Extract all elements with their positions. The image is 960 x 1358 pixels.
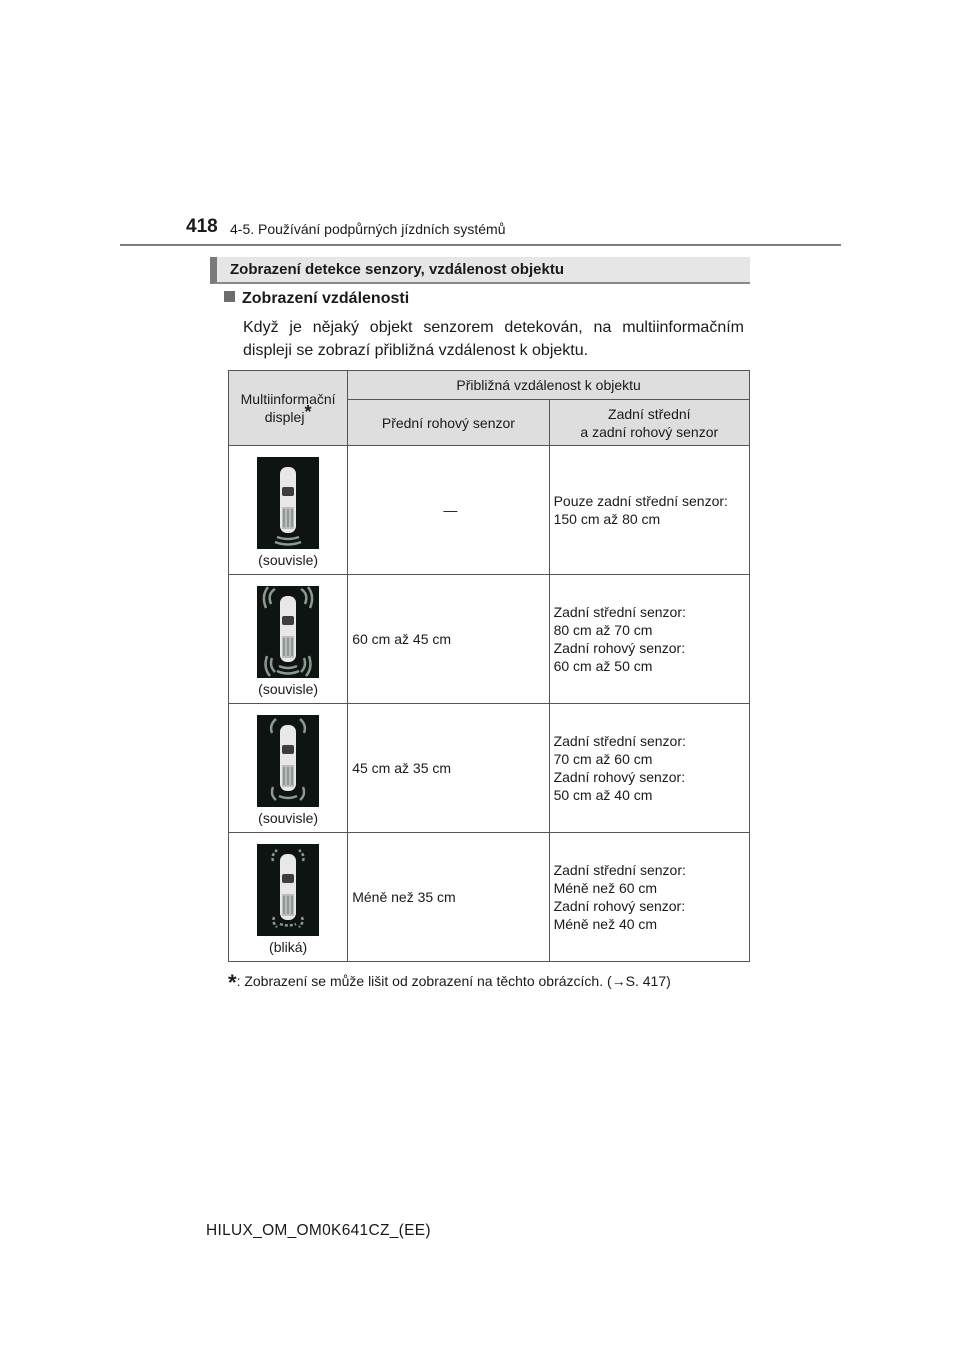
header-rear-line2: a zadní rohový senzor	[580, 423, 719, 440]
rear-line: 150 cm až 80 cm	[553, 511, 661, 527]
front-sensor-value: 45 cm až 35 cm	[348, 704, 549, 833]
rear-line: 70 cm až 60 cm	[553, 751, 653, 767]
footnote	[228, 970, 671, 996]
page-number: 418	[186, 216, 218, 237]
footnote-mark: *	[304, 402, 312, 422]
vehicle-display-icon	[257, 844, 319, 936]
header-front-sensor: Přední rohový senzor	[348, 400, 549, 446]
front-sensor-value: Méně než 35 cm	[348, 833, 549, 962]
front-sensor-value: 60 cm až 45 cm	[348, 575, 549, 704]
rear-sensor-value	[549, 446, 749, 575]
rear-line: Méně než 40 cm	[553, 916, 658, 932]
display-mode: (souvisle)	[258, 681, 319, 697]
document-code: HILUX_OM_OM0K641CZ_(EE)	[206, 1222, 431, 1239]
rear-line: Méně než 60 cm	[553, 880, 658, 896]
display-mode: (bliká)	[269, 939, 308, 955]
vehicle-display-icon	[257, 586, 319, 678]
square-bullet-icon	[224, 291, 235, 302]
rear-line: Zadní rohový senzor:	[553, 769, 686, 785]
display-cell	[229, 833, 348, 962]
rear-line: Zadní rohový senzor:	[553, 898, 686, 914]
rear-sensor-value	[549, 704, 749, 833]
table-row	[229, 704, 750, 833]
rear-line: 60 cm až 50 cm	[553, 658, 653, 674]
rear-line: Zadní střední senzor:	[553, 733, 686, 749]
rear-line: Pouze zadní střední senzor:	[553, 493, 728, 509]
display-cell	[229, 704, 348, 833]
display-mode: (souvisle)	[258, 552, 319, 568]
header-display-line1: Multiinformační	[240, 391, 336, 407]
table-row	[229, 446, 750, 575]
display-cell	[229, 446, 348, 575]
header-display	[229, 371, 348, 446]
rear-line: 80 cm až 70 cm	[553, 622, 653, 638]
chapter-title: 4-5. Používání podpůrných jízdních systémů	[230, 221, 506, 237]
display-cell	[229, 575, 348, 704]
header-rear-line1: Zadní střední	[608, 405, 691, 422]
header-distance: Přibližná vzdálenost k objektu	[348, 371, 750, 400]
footnote-text: : Zobrazení se může lišit od zobrazení na těchto obrázcích. (→S. 417)	[236, 973, 671, 989]
rear-line: Zadní rohový senzor:	[553, 640, 686, 656]
header-rear-sensor	[549, 400, 749, 446]
subsection-heading	[224, 290, 409, 308]
section-bar	[210, 257, 750, 284]
vehicle-display-icon	[257, 457, 319, 549]
intro-paragraph: Když je nějaký objekt senzorem detekován, na multiinformačním displeji se zobrazí přibližná vzdálenost k objektu.	[243, 319, 744, 359]
header-display-line2: displej	[264, 409, 305, 425]
distance-table	[228, 370, 750, 962]
rear-line: Zadní střední senzor:	[553, 862, 686, 878]
header-rule	[120, 244, 841, 246]
table-row	[229, 575, 750, 704]
table-row	[229, 833, 750, 962]
rear-sensor-value	[549, 833, 749, 962]
vehicle-display-icon	[257, 715, 319, 807]
display-mode: (souvisle)	[258, 810, 319, 826]
front-sensor-value: —	[348, 446, 549, 575]
subsection-title: Zobrazení vzdálenosti	[242, 290, 410, 307]
rear-sensor-value	[549, 575, 749, 704]
rear-line: Zadní střední senzor:	[553, 604, 686, 620]
footnote-asterisk: *	[228, 970, 237, 995]
rear-line: 50 cm až 40 cm	[553, 787, 653, 803]
section-title: Zobrazení detekce senzory, vzdálenost objektu	[230, 261, 564, 278]
